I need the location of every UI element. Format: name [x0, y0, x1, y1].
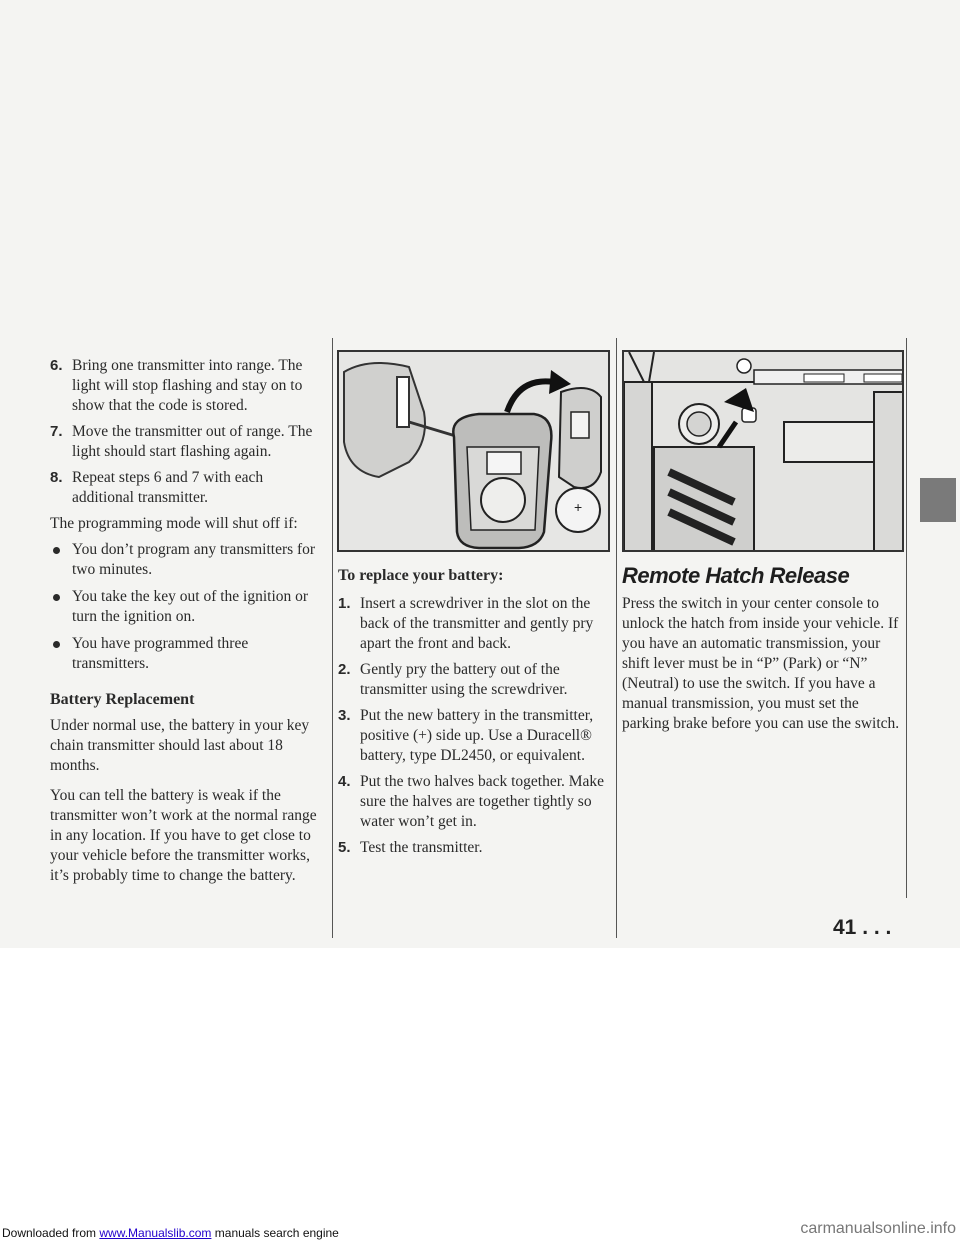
download-suffix: manuals search engine — [211, 1226, 339, 1240]
programming-step-6 — [50, 356, 326, 416]
step-number: 4. — [338, 773, 351, 790]
step-text: Move the transmitter out of range. The light should start flashing again. — [72, 423, 313, 460]
svg-text:+: + — [574, 499, 583, 515]
download-prefix: Downloaded from — [2, 1226, 100, 1240]
step-text: Put the two halves back together. Make sure the halves are together tightly so water won’t get in. — [360, 773, 605, 830]
step-number: 6. — [50, 357, 63, 374]
section-tab-marker — [920, 478, 956, 522]
battery-step-4 — [338, 772, 612, 832]
step-number: 3. — [338, 707, 351, 724]
battery-step-3 — [338, 706, 612, 766]
console-drawing — [624, 352, 904, 552]
step-number: 2. — [338, 661, 351, 678]
shutoff-bullet — [50, 634, 326, 674]
step-number: 8. — [50, 469, 63, 486]
battery-paragraph: You can tell the battery is weak if the transmitter won’t work at the normal range in any location. If you have to get close to your vehicle before the transmitter works, it’s probably time to change the battery. — [50, 787, 317, 884]
manualslib-link[interactable]: www.Manualslib.com — [99, 1226, 212, 1240]
bullet-text: You have programmed three transmitters. — [72, 635, 249, 672]
bullet-dot — [53, 594, 60, 601]
battery-replacement-heading: Battery Replacement — [50, 691, 195, 708]
middle-column — [338, 566, 612, 864]
battery-step-1 — [338, 594, 612, 654]
step-text: Bring one transmitter into range. The light will stop flashing and stay on to show that the code is stored. — [72, 357, 303, 414]
column-divider-right — [616, 338, 617, 938]
step-number: 1. — [338, 595, 351, 612]
shutoff-intro: The programming mode will shut off if: — [50, 515, 298, 532]
column-divider-left — [332, 338, 333, 938]
step-text: Test the transmitter. — [360, 839, 483, 856]
right-column — [622, 563, 904, 744]
transmitter-drawing — [339, 352, 610, 552]
left-column — [50, 356, 326, 896]
right-edge-rule — [906, 338, 907, 898]
programming-step-8 — [50, 468, 326, 508]
step-text: Insert a screwdriver in the slot on the back of the transmitter and gently pry apart the front and back. — [360, 595, 594, 652]
shutoff-bullet — [50, 587, 326, 627]
download-footer — [2, 1226, 339, 1240]
remote-hatch-release-title: Remote Hatch Release — [622, 563, 850, 588]
bullet-dot — [53, 547, 60, 554]
step-number: 5. — [338, 839, 351, 856]
battery-paragraph: Under normal use, the battery in your key chain transmitter should last about 18 months. — [50, 717, 310, 774]
battery-step-5 — [338, 838, 612, 858]
replace-battery-heading: To replace your battery: — [338, 567, 504, 584]
step-text: Gently pry the battery out of the transmitter using the screwdriver. — [360, 661, 568, 698]
console-switch-illustration — [622, 350, 904, 552]
shutoff-bullet — [50, 540, 326, 580]
hatch-release-paragraph: Press the switch in your center console to unlock the hatch from inside your vehicle. If you have an automatic transmission, your shift lever must be in “P” (Park) or “N” (Neutral) to use the switch. If you have a manual transmission, you must set the parking brake before you can use the switch. — [622, 595, 900, 732]
step-text: Put the new battery in the transmitter, positive (+) side up. Use a Duracell® battery, type DL2450, or equivalent. — [360, 707, 594, 764]
watermark: carmanualsonline.info — [800, 1220, 956, 1237]
bullet-text: You take the key out of the ignition or turn the ignition on. — [72, 588, 309, 625]
bullet-text: You don’t program any transmitters for two minutes. — [72, 541, 316, 578]
transmitter-battery-illustration — [337, 350, 610, 552]
step-text: Repeat steps 6 and 7 with each additional transmitter. — [72, 469, 264, 506]
bullet-dot — [53, 641, 60, 648]
programming-step-7 — [50, 422, 326, 462]
page-number: 41 . . . — [833, 916, 892, 939]
step-number: 7. — [50, 423, 63, 440]
battery-step-2 — [338, 660, 612, 700]
